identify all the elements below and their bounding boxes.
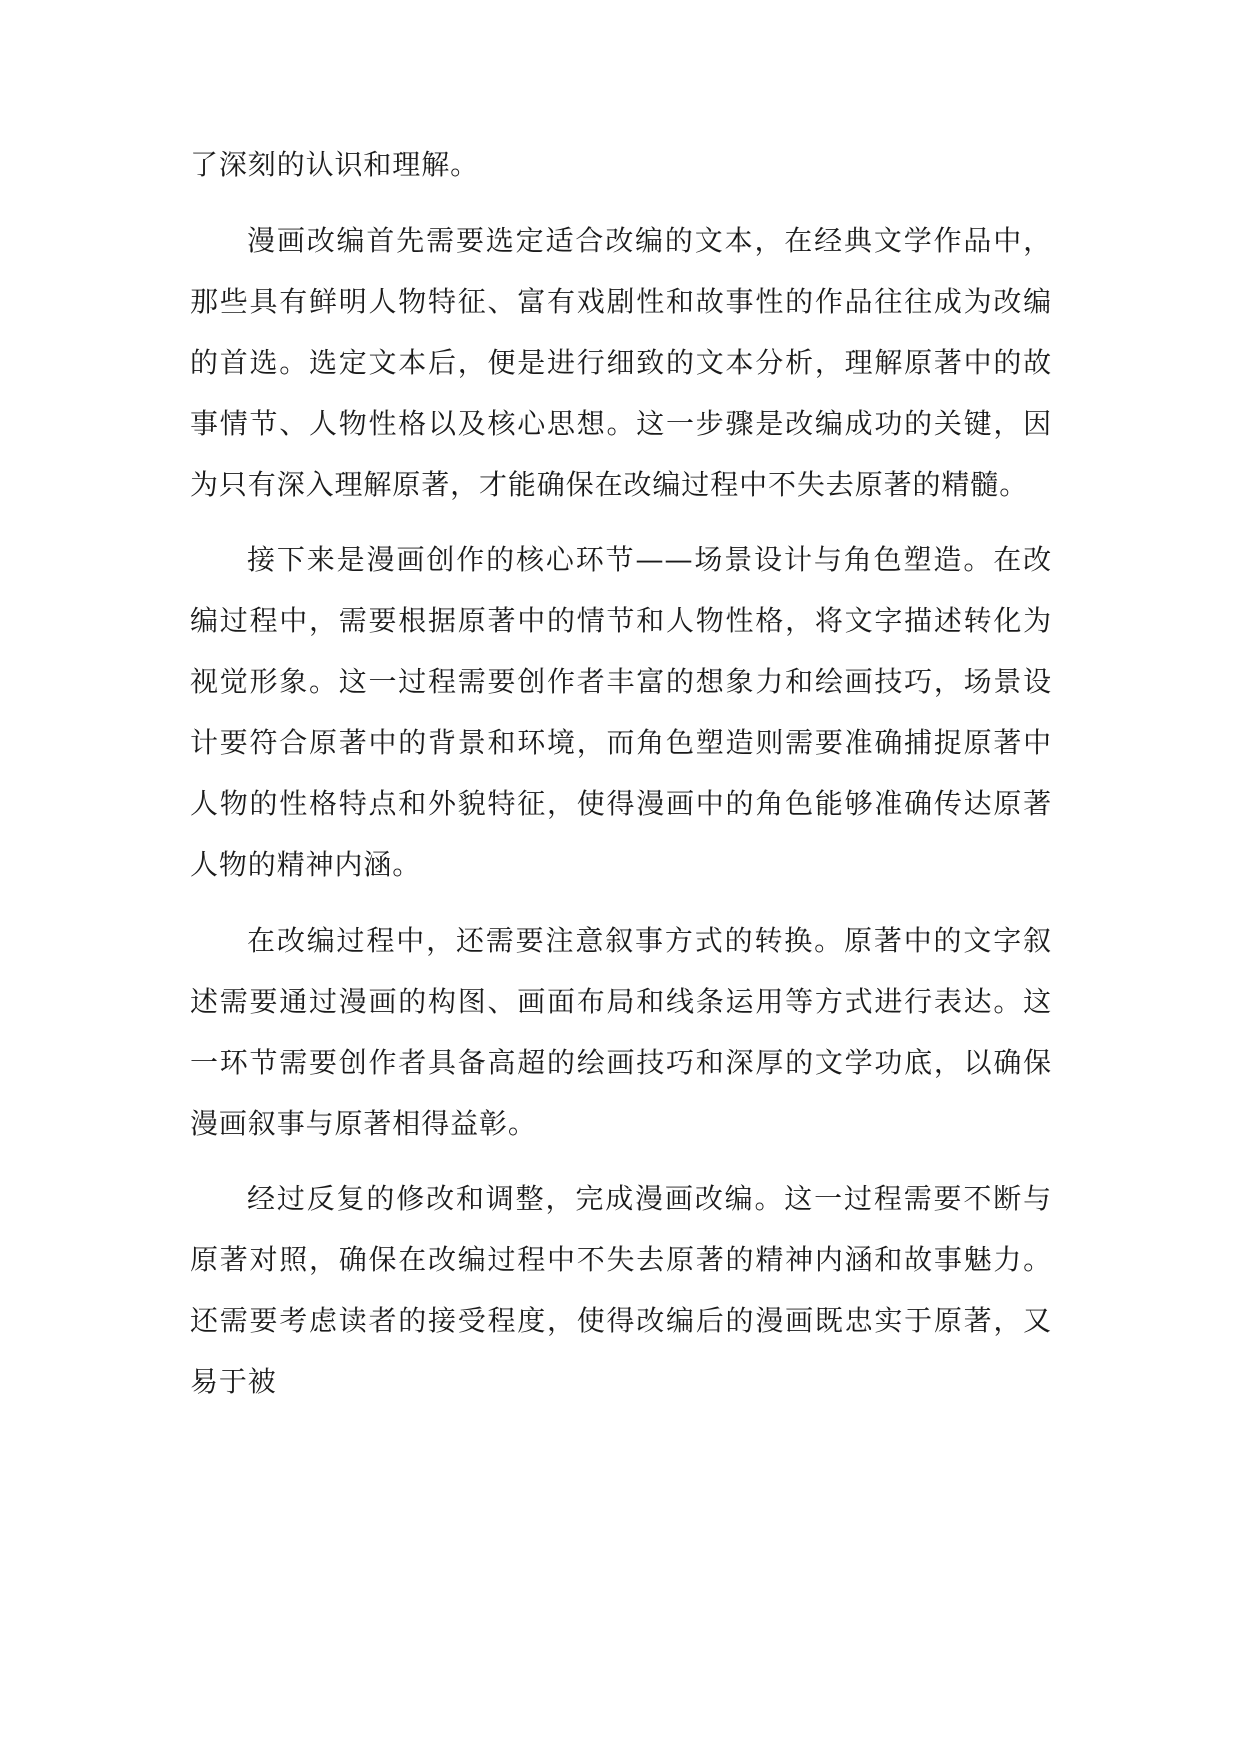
- paragraph: 漫画改编首先需要选定适合改编的文本，在经典文学作品中，那些具有鲜明人物特征、富有戏剧性和故事性的作品往往成为改编的首选。选定文本后，便是进行细致的文本分析，理解原著中的故事情节、人物性格以及核心思想。这一步骤是改编成功的关键，因为只有深入理解原著，才能确保在改编过程中不失去原著的精髓。: [190, 223, 1052, 501]
- body-text: [190, 134, 1052, 1427]
- paragraph: 经过反复的修改和调整，完成漫画改编。这一过程需要不断与原著对照，确保在改编过程中不失去原著的精神内涵和故事魅力。还需要考虑读者的接受程度，使得改编后的漫画既忠实于原著，又易于被: [190, 1182, 1052, 1398]
- paragraph: 接下来是漫画创作的核心环节——场景设计与角色塑造。在改编过程中，需要根据原著中的情节和人物性格，将文字描述转化为视觉形象。这一过程需要创作者丰富的想象力和绘画技巧，场景设计要符合原著中的背景和环境，而角色塑造则需要准确捕捉原著中人物的性格特点和外貌特征，使得漫画中的角色能够准确传达原著人物的精神内涵。: [190, 543, 1052, 881]
- paragraph: 在改编过程中，还需要注意叙事方式的转换。原著中的文字叙述需要通过漫画的构图、画面布局和线条运用等方式进行表达。这一环节需要创作者具备高超的绘画技巧和深厚的文学功底，以确保漫画叙事与原著相得益彰。: [190, 923, 1052, 1140]
- paragraph-continued: 了深刻的认识和理解。: [190, 148, 480, 181]
